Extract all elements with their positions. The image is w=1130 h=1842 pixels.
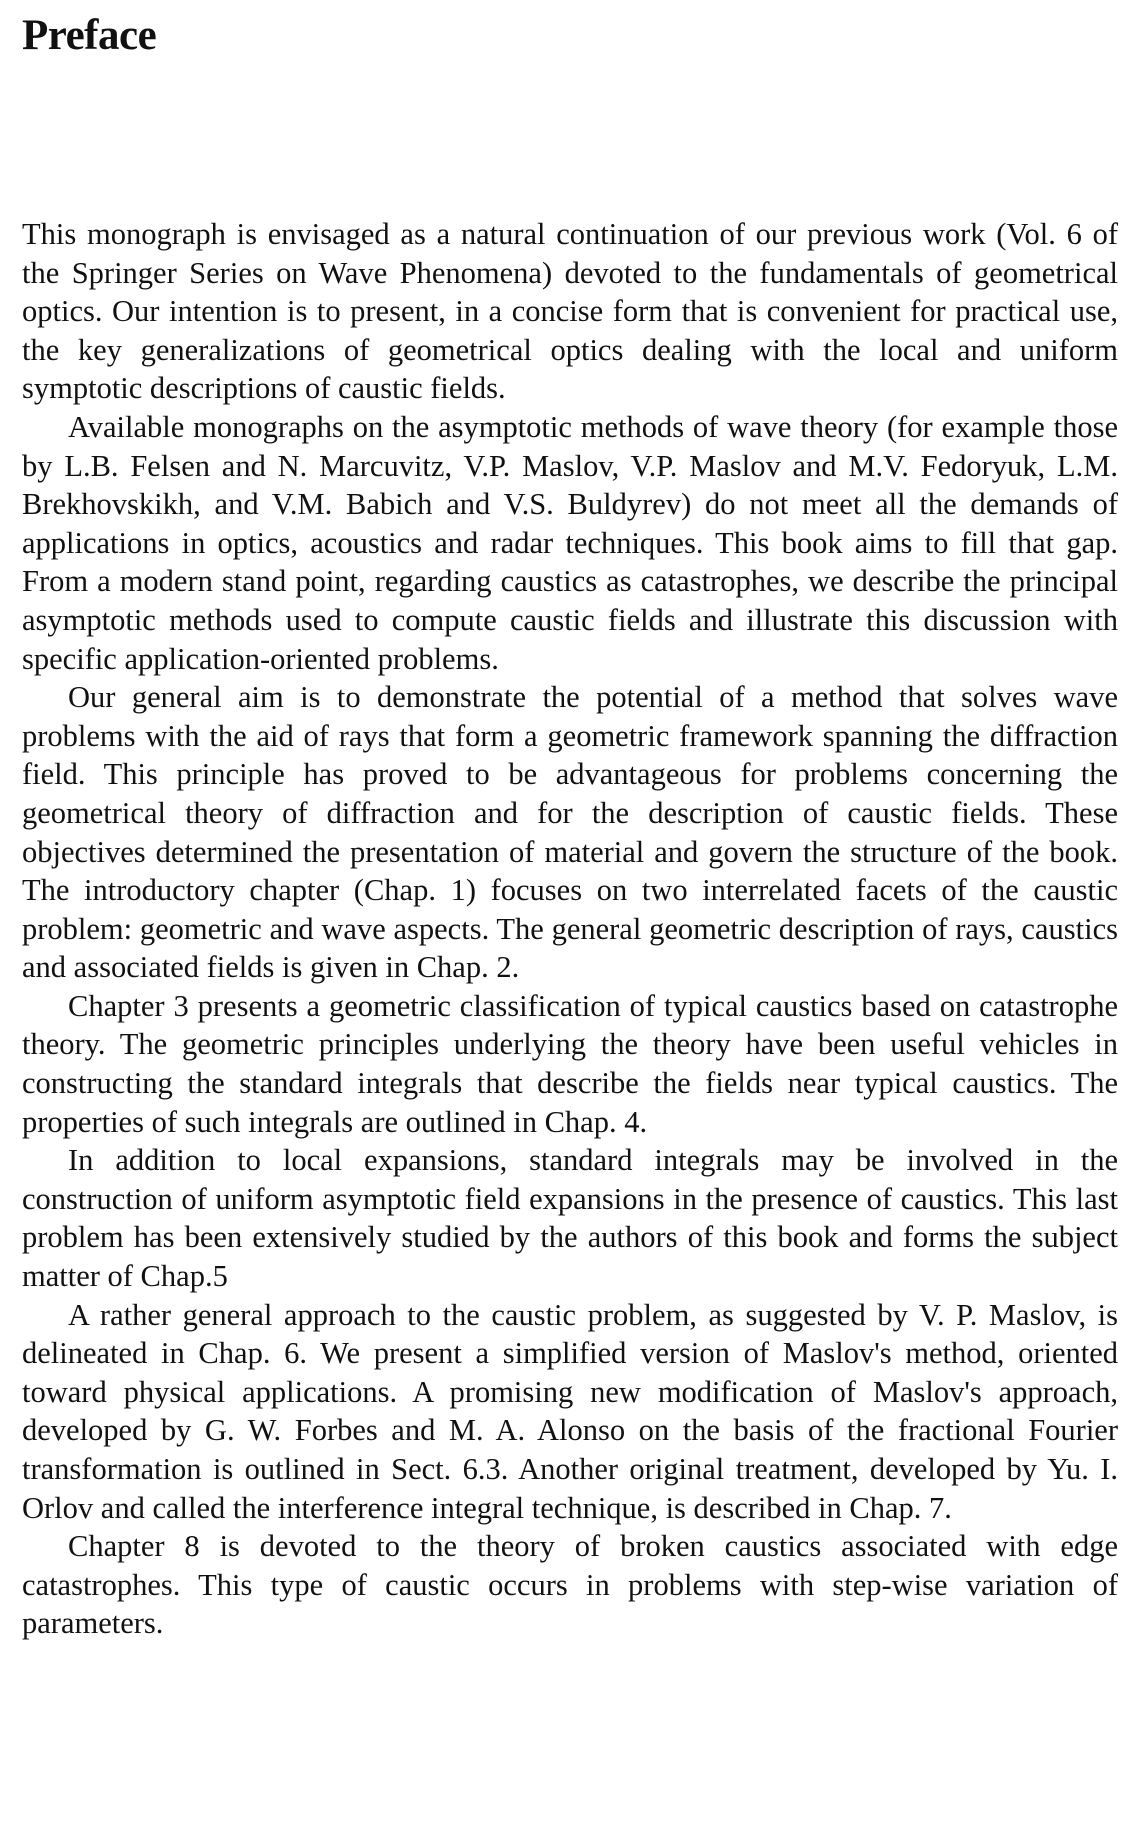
paragraph-7: Chapter 8 is devoted to the theory of broken caustics associated with edge catastrophes. This type of caustic occurs in problems with step-wise variation of parameters. — [22, 1529, 1118, 1641]
paragraph-2: Available monographs on the asymptotic methods of wave theory (for example those by L.B. Felsen and N. Marcuvitz, V.P. Maslov, V.P. Maslov and M.V. Fedoryuk, L.M. Brekhovskikh, and V.M. Babich and V.S. Buldyrev) do not meet all the demands of applications in optics, acoustics and radar techniques. This book aims to fill that gap. From a modern stand point, regarding caustics as catastrophes, we describe the principal asymptotic methods used to compute caustic fields and illustrate this discussion with specific application-oriented problems. — [22, 409, 1118, 676]
paragraph-6: A rather general approach to the caustic problem, as suggested by V. P. Maslov, is delineated in Chap. 6. We present a simplified version of Maslov's method, oriented toward physical applications. A promising new modification of Maslov's approach, developed by G. W. Forbes and M. A. Alonso on the basis of the fractional Fourier transformation is outlined in Sect. 6.3. Another original treatment, developed by Yu. I. Orlov and called the interference integral technique, is described in Chap. 7. — [22, 1297, 1118, 1525]
paragraph-5: In addition to local expansions, standard integrals may be involved in the construction of uniform asymptotic field expansions in the presence of caustics. This last problem has been extensively studied by the authors of this book and forms the subject matter of Chap.5 — [22, 1143, 1118, 1294]
paragraph-1: This monograph is envisaged as a natural continuation of our previous work (Vol. 6 of the Springer Series on Wave Phenomena) devoted to the fundamentals of geometrical optics. Our intention is to present, in a concise form that is convenient for practical use, the key generalizations of geometrical optics dealing with the local and uniform symptotic descriptions of caustic fields. — [22, 217, 1118, 406]
paragraph-4: Chapter 3 presents a geometric classification of typical caustics based on catastrophe theory. The geometric principles underlying the theory have been useful vehicles in constructing the standard integrals that describe the fields near typical caustics. The properties of such integrals are outlined in Chap. 4. — [22, 988, 1118, 1139]
page-title: Preface — [22, 12, 157, 59]
preface-body — [22, 215, 1118, 1643]
paragraph-3: Our general aim is to demonstrate the potential of a method that solves wave problems with the aid of rays that form a geometric framework spanning the diffraction field. This principle has proved to be advantageous for problems concerning the geometrical theory of diffraction and for the description of caustic fields. These objectives determined the presentation of material and govern the structure of the book. The introductory chapter (Chap. 1) focuses on two interrelated facets of the caustic problem: geometric and wave aspects. The general geometric description of rays, caustics and associated fields is given in Chap. 2. — [22, 680, 1118, 985]
